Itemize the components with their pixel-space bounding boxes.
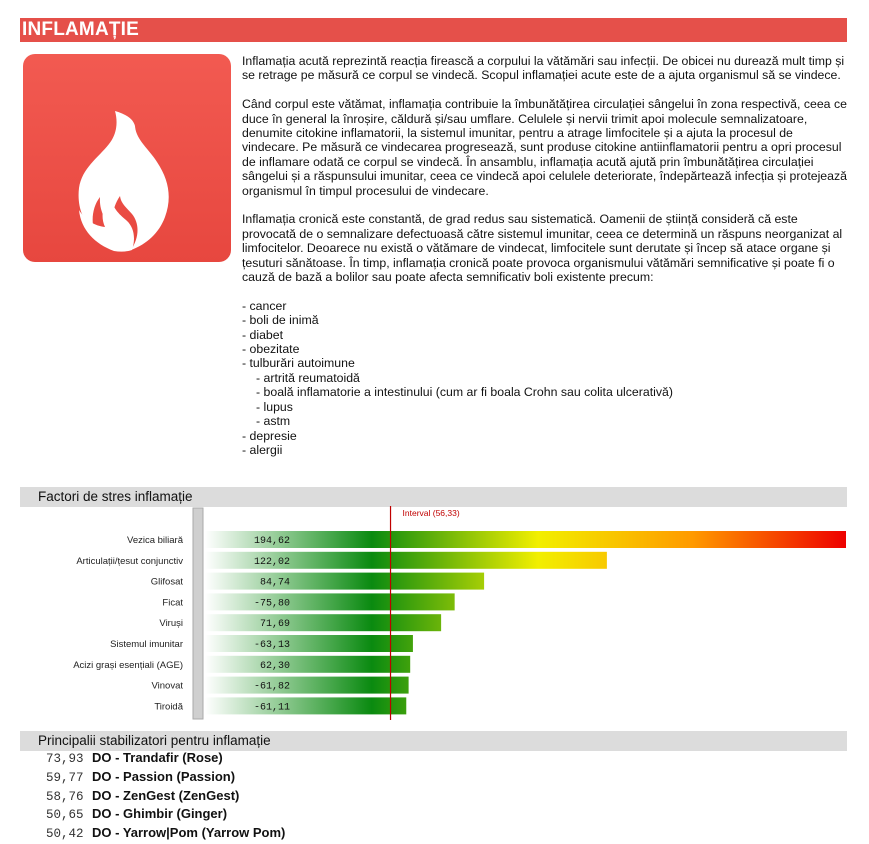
stress-section-header <box>20 487 847 507</box>
chart-value-label: 194,62 <box>253 536 290 547</box>
chart-value-label: 84,74 <box>259 577 290 589</box>
stabilizer-row <box>46 788 285 807</box>
intro-paragraph-mechanism: Când corpul este vătămat, inflamația contribuie la îmbunătățirea circulației sângelui în zona respectivă, ceea ce duce în general la înroșire, căldură și/sau umflare. Celulele și nervii trimit apoi molecule semnalizatoare, denumite citokine inflamatorii, la sistemul imunitar, pentru a atrage limfocitele și a ajuta la procesul de vindecare. Pe măsură ce vindecarea progresează, sunt produse citokine antiinflamatorii pentru a opri procesul de inflamare odată ce corpul se vindecă. În ansamblu, inflamația acută ajută prin îmbunătățirea circulației sângelui și a răspunsului imunitar, ceea ce vindecă apoi celulele deteriorate, îndepărtează infecția și protejează organismul în timpul procesului de vindecare. <box>242 97 847 198</box>
chart-value-label: 122,02 <box>253 556 290 568</box>
chart-category-label: Viruși <box>159 618 183 630</box>
chart-category-label: Sistemul imunitar <box>110 639 183 650</box>
chart-bar-group <box>205 677 409 694</box>
chart-category-label: Tiroidă <box>154 701 183 713</box>
chart-value-label: -75,80 <box>253 598 290 610</box>
disease-list-item: - depresie <box>242 428 297 443</box>
chart-bar <box>205 697 406 714</box>
page-title-bar <box>20 18 847 42</box>
flame-icon <box>23 54 231 262</box>
chart-axis-band <box>193 508 203 719</box>
stabilizer-name: DO - Passion (Passion) <box>92 768 236 784</box>
chart-bar-group <box>205 656 410 673</box>
disease-list-item: - boală inflamatorie a intestinului (cum ar fi boala Crohn sau colita ulcerativă) <box>256 385 673 400</box>
chart-bar <box>205 677 409 694</box>
chart-value-label: -61,11 <box>253 702 290 714</box>
chart-category-label: Vinovat <box>151 680 183 692</box>
chart-bar-group <box>205 531 846 548</box>
stabilizer-row <box>46 750 285 769</box>
stabilizer-row <box>46 806 285 825</box>
stabilizer-row <box>46 825 285 844</box>
disease-list-item: - alergii <box>242 442 283 457</box>
chart-bar <box>205 593 455 610</box>
stabilizer-value: 58,76 <box>46 789 84 804</box>
disease-list <box>242 299 847 457</box>
stabilizers-section-title: Principalii stabilizatori pentru inflamație <box>38 733 271 748</box>
disease-list-item: - artrită reumatoidă <box>256 370 360 385</box>
disease-list-item: - tulburări autoimune <box>242 356 355 371</box>
stabilizer-name: DO - Ghimbir (Ginger) <box>92 806 228 822</box>
chart-category-label: Acizi grași esențiali (AGE) <box>73 659 183 671</box>
chart-bar-group <box>205 697 406 714</box>
chart-bar-group <box>205 593 455 610</box>
stress-chart <box>0 506 869 722</box>
chart-bar <box>205 531 846 548</box>
disease-list-item: - cancer <box>242 298 287 313</box>
intro-text <box>242 54 847 457</box>
intro-paragraph-acute: Inflamația acută reprezintă reacția firească a corpului la vătămări sau infecții. De obicei nu durează mult timp și se retrage pe măsură ce corpul se vindecă. Scopul inflamației acute este de a ajuta organismul să se vindece. <box>242 54 845 83</box>
intro-paragraph-chronic: Inflamația cronică este constantă, de grad redus sau sistematică. Oamenii de știință consideră că este provocată de o semnalizare defectuoasă către sistemul imunitar, ceea ce determină un răspuns neorganizat al limfocitelor. Deoarece nu există o vătămare de vindecat, limfocitele sunt derutate și încep să atace organe și țesuturi sănătoase. În timp, inflamația cronică poate provoca organismului vătămări semnificative și poate fi o cauză de bază a bolilor sau poate afecta semnificativ boli existente precum: <box>242 212 843 285</box>
disease-list-item: - astm <box>256 414 291 429</box>
disease-list-item: - diabet <box>242 327 284 342</box>
stabilizer-row <box>46 769 285 788</box>
chart-bar <box>205 614 441 631</box>
disease-list-item: - boli de inimă <box>242 313 319 328</box>
stabilizer-name: DO - ZenGest (ZenGest) <box>92 787 240 803</box>
chart-category-label: Glifosat <box>150 576 183 588</box>
stress-section-title: Factori de stres inflamație <box>38 489 193 504</box>
chart-value-label: -61,82 <box>253 681 290 693</box>
stabilizer-value: 50,65 <box>46 808 84 823</box>
chart-interval-label: Interval (56,33) <box>402 508 460 518</box>
stabilizers-section-header <box>20 731 847 751</box>
chart-bar <box>205 656 410 673</box>
chart-value-label: 71,69 <box>259 619 290 631</box>
chart-bar-group <box>205 614 441 631</box>
chart-category-label: Vezica biliară <box>127 535 183 546</box>
flame-icon-tile <box>23 54 231 262</box>
chart-bar-group <box>205 573 484 590</box>
chart-value-label: -63,13 <box>253 640 290 651</box>
stabilizer-value: 50,42 <box>46 827 84 842</box>
disease-list-item: - obezitate <box>242 342 300 357</box>
stabilizers-list <box>46 750 285 844</box>
stabilizer-name: DO - Yarrow|Pom (Yarrow Pom) <box>92 825 286 841</box>
disease-list-item: - lupus <box>256 399 293 414</box>
chart-bar <box>205 573 484 590</box>
stabilizer-name: DO - Trandafir (Rose) <box>92 750 223 765</box>
chart-bar-group <box>205 635 413 652</box>
chart-value-label: 62,30 <box>259 660 290 672</box>
stress-chart-svg <box>0 506 869 722</box>
stabilizer-value: 73,93 <box>46 752 84 766</box>
stabilizer-value: 59,77 <box>46 770 84 785</box>
page-title: INFLAMAȚIE <box>22 19 140 40</box>
chart-category-label: Articulații/țesut conjunctiv <box>76 555 183 567</box>
chart-bar <box>205 635 413 652</box>
chart-category-label: Ficat <box>162 597 183 609</box>
